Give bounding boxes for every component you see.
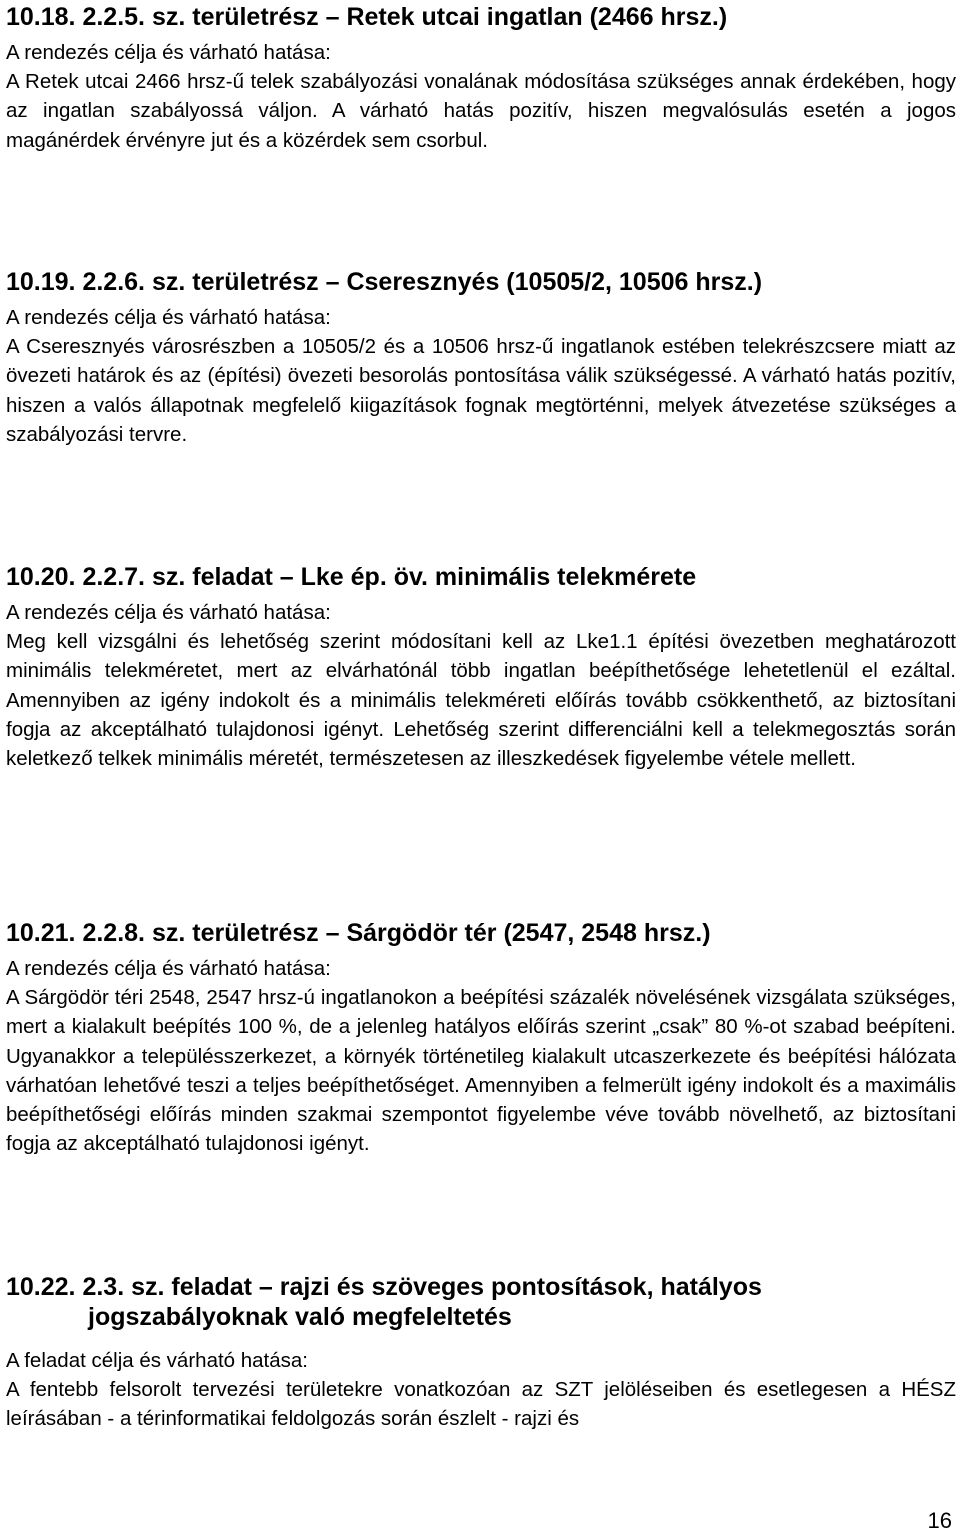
- section-heading-line2: jogszabályoknak való megfeleltetés: [88, 1303, 512, 1331]
- section-10-21: [6, 918, 956, 1159]
- section-body: A fentebb felsorolt tervezési területekre vonatkozóan az SZT jelöléseiben és esetlegesen a HÉSZ leírásában - a térinformatikai feldolgozás során észlelt - rajzi és: [6, 1378, 956, 1431]
- section-heading: 10.21. 2.2.8. sz. területrész – Sárgödör tér (2547, 2548 hrsz.): [6, 919, 711, 947]
- section-heading: [6, 1272, 956, 1332]
- section-body: A Cseresznyés városrészben a 10505/2 és a 10506 hrsz-ű ingatlanok estében telekrészcsere miatt az övezeti határok és az (építési) övezeti besorolás pontosítása válik szükségessé. A várható hatás pozitív, hiszen a valós állapotnak megfelelő kiigazítások fognak megtörténni, melyek átvezetése szükséges a szabályozási tervre.: [6, 335, 956, 446]
- section-body: Meg kell vizsgálni és lehetőség szerint módosítani kell az Lke1.1 építési övezetben meghatározott minimális telekméretet, mert az elvárhatónál több ingatlan beépíthetősége lehetetlenül el ezáltal. Amennyiben az igény indokolt és a minimális telekméreti előírás tovább csökkenthető, az biztosítani fogja az akceptálható tulajdonosi igényt. Lehetőség szerint differenciálni kell a telekmegosztás során keletkező telkek minimális méretét, természetesen az illeszkedések figyelembe vétele mellett.: [6, 630, 956, 771]
- section-10-18: [6, 2, 956, 155]
- page-number: 16: [927, 1508, 952, 1533]
- section-10-19: [6, 267, 956, 449]
- section-label: A rendezés célja és várható hatása:: [6, 601, 331, 624]
- section-heading: 10.18. 2.2.5. sz. területrész – Retek utcai ingatlan (2466 hrsz.): [6, 3, 728, 31]
- section-label: A rendezés célja és várható hatása:: [6, 41, 331, 64]
- section-heading: 10.20. 2.2.7. sz. feladat – Lke ép. öv. minimális telekmérete: [6, 563, 697, 591]
- section-label: A rendezés célja és várható hatása:: [6, 957, 331, 980]
- section-body: A Retek utcai 2466 hrsz-ű telek szabályozási vonalának módosítása szükséges annak érdekében, hogy az ingatlan szabályossá váljon. A várható hatás pozitív, hiszen megvalósulás esetén a jogos magánérdek érvényre jut és a közérdek sem csorbul.: [6, 70, 956, 152]
- section-10-20: [6, 562, 956, 773]
- section-label: A rendezés célja és várható hatása:: [6, 306, 331, 329]
- section-label: A feladat célja és várható hatása:: [6, 1349, 309, 1372]
- section-body: A Sárgödör téri 2548, 2547 hrsz-ú ingatlanokon a beépítési százalék növelésének vizsgálata szükséges, mert a kialakult beépítés 100 %, de a jelenleg hatályos előírás szerint „csak” 80 %-ot szabad beépíteni. Ugyanakkor a településszerkezet, a környék történetileg kialakult utcaszerkezete és beépítési hálózata várhatóan lehetővé teszi a teljes beépíthetőséget. Amennyiben a felmerült igény indokolt és a maximális beépíthetőségi előírás minden szakmai szempontot figyelembe véve tovább növelhető, az biztosítani fogja az akceptálható tulajdonosi igényt.: [6, 986, 956, 1156]
- section-heading: 10.19. 2.2.6. sz. területrész – Cseresznyés (10505/2, 10506 hrsz.): [6, 268, 763, 296]
- section-heading-line1: 10.22. 2.3. sz. feladat – rajzi és szöveges pontosítások, hatályos: [6, 1273, 762, 1301]
- section-10-22: [6, 1272, 956, 1434]
